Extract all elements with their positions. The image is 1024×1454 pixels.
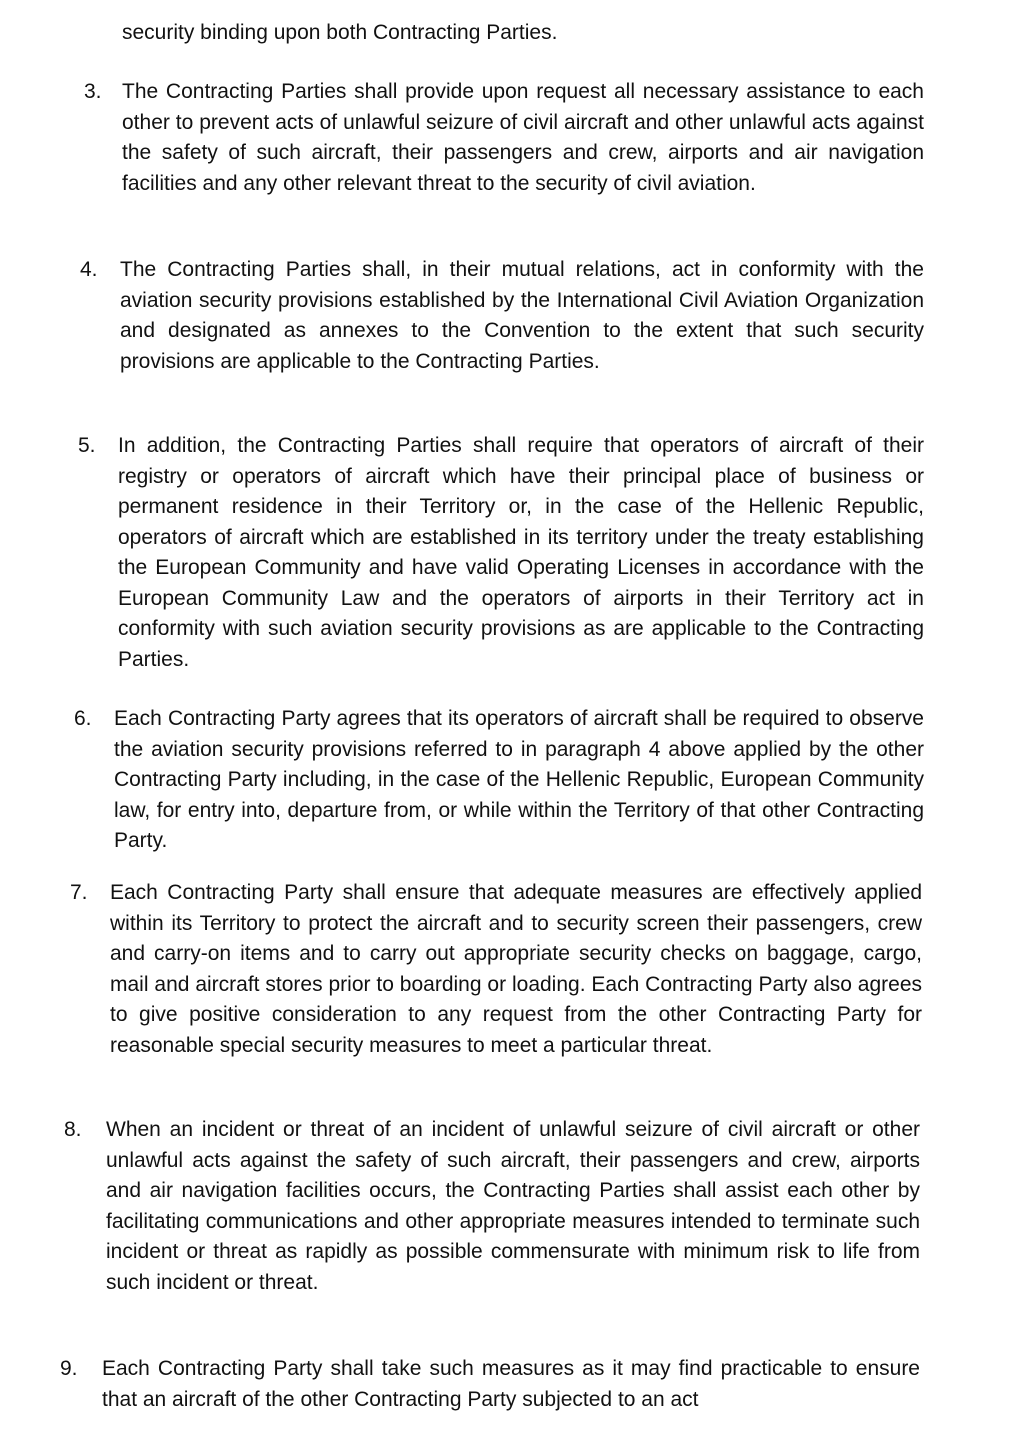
paragraph-text: The Contracting Parties shall, in their mutual relations, act in conformity with the aviation security provisions established by the International Civil Aviation Organization and designated as annexes to the Convention to the extent that such security provisions are applicable to the Contracting Parties.	[120, 258, 924, 373]
paragraph-text: Each Contracting Party agrees that its operators of aircraft shall be required to observe the aviation security provisions referred to in paragraph 4 above applied by the other Contracting Party including, in the case of the Hellenic Republic, European Community law, for entry into, departure from, or while within the Territory of that other Contracting Party.	[114, 707, 924, 852]
paragraph-text: Each Contracting Party shall take such measures as it may find practicable to ensure that an aircraft of the other Contracting Party subjected to an act	[102, 1357, 920, 1411]
paragraph-7	[70, 878, 922, 1061]
continuation-text: security binding upon both Contracting Parties.	[122, 21, 558, 44]
paragraph-5	[78, 431, 924, 675]
paragraph-number: 4.	[80, 258, 98, 281]
paragraph-number: 9.	[60, 1357, 78, 1380]
paragraph-text: Each Contracting Party shall ensure that adequate measures are effectively applied within its Territory to protect the aircraft and to security screen their passengers, crew and carry-on items and to carry out appropriate security checks on baggage, cargo, mail and aircraft stores prior to boarding or loading. Each Contracting Party also agrees to give positive consideration to any request from the other Contracting Party for reasonable special security measures to meet a particular threat.	[110, 881, 922, 1057]
paragraph-6	[74, 704, 924, 857]
paragraph-3	[84, 77, 924, 199]
paragraph-number: 3.	[84, 80, 102, 103]
paragraph-number: 6.	[74, 707, 92, 730]
paragraph-number: 5.	[78, 434, 96, 457]
paragraph-text: In addition, the Contracting Parties shall require that operators of aircraft of their registry or operators of aircraft which have their principal place of business or permanent residence in their Territory or, in the case of the Hellenic Republic, operators of aircraft which are established in its territory under the treaty establishing the European Community and have valid Operating Licenses in accordance with the European Community Law and the operators of airports in their Territory act in conformity with such aviation security provisions as are applicable to the Contracting Parties.	[118, 434, 924, 671]
paragraph-text: When an incident or threat of an incident of unlawful seizure of civil aircraft or other unlawful acts against the safety of such aircraft, their passengers and crew, airports and air navigation facilities occurs, the Contracting Parties shall assist each other by facilitating communications and other appropriate measures intended to terminate such incident or threat as rapidly as possible commensurate with minimum risk to life from such incident or threat.	[106, 1118, 920, 1294]
paragraph-9	[60, 1354, 920, 1415]
paragraph-8	[64, 1115, 920, 1298]
paragraph-number: 7.	[70, 881, 88, 904]
paragraph-text: The Contracting Parties shall provide upon request all necessary assistance to each other to prevent acts of unlawful seizure of civil aircraft and other unlawful acts against the safety of such aircraft, their passengers and crew, airports and air navigation facilities and any other relevant threat to the security of civil aviation.	[122, 80, 924, 195]
paragraph-4	[80, 255, 924, 377]
paragraph-number: 8.	[64, 1118, 82, 1141]
